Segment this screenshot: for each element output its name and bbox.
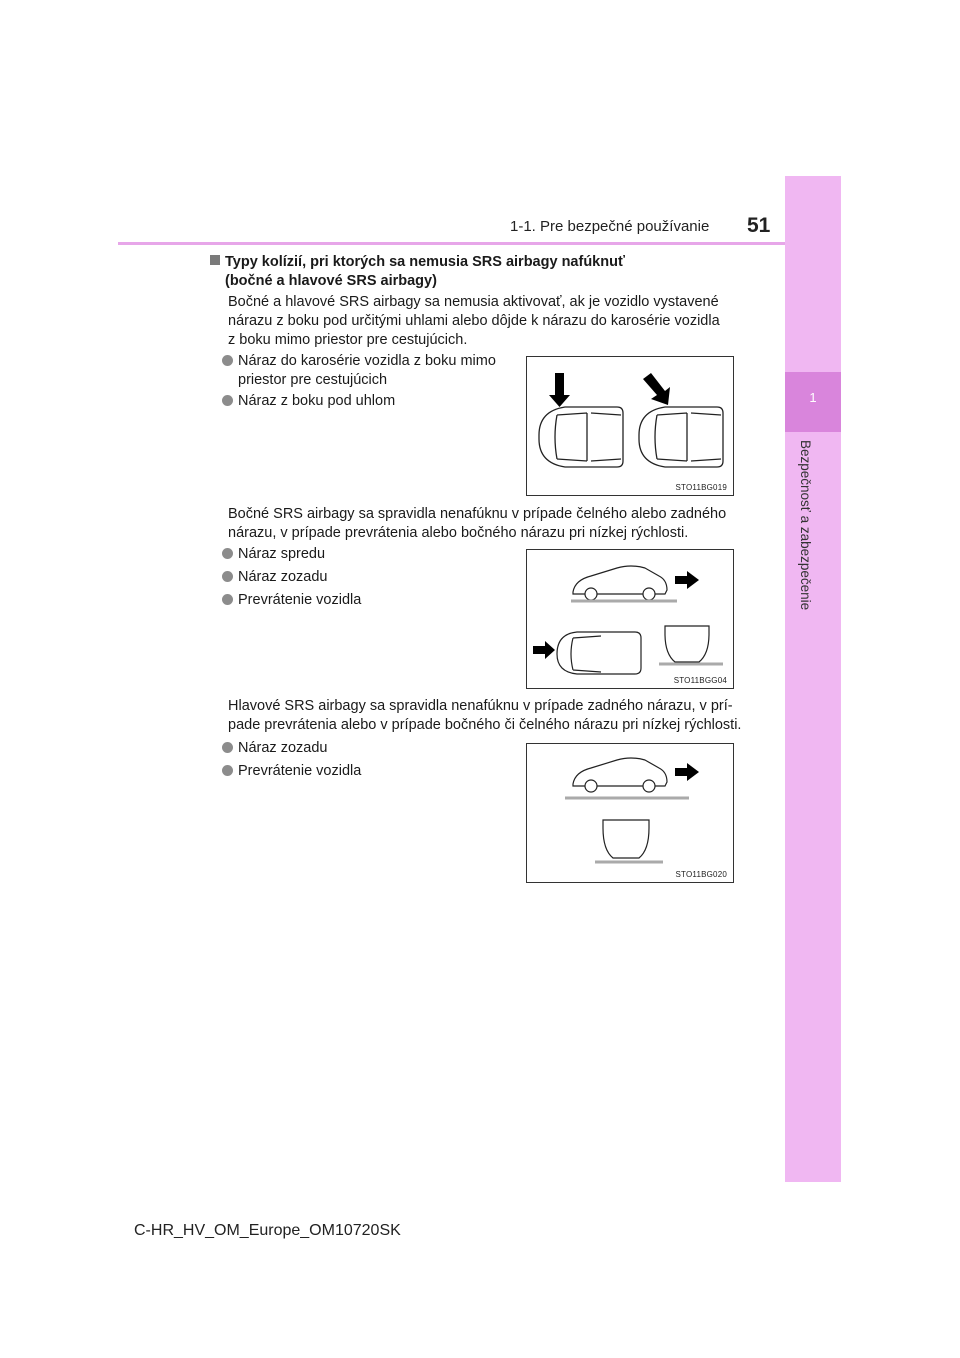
figure-side-impact: [526, 356, 734, 496]
list-item: Náraz zozadu: [222, 739, 327, 758]
paragraph-head-airbags: [228, 697, 748, 735]
bullet-icon: [222, 548, 233, 559]
paragraph-side-head-airbags: [228, 293, 748, 350]
document-id: C-HR_HV_OM_Europe_OM10720SK: [134, 1222, 401, 1239]
page-number: 51: [747, 214, 771, 237]
section-title: 1-1. Pre bezpečné používanie: [510, 218, 710, 235]
figure-code: STO11BGG04: [673, 676, 727, 685]
figure-code: STO11BG020: [675, 870, 727, 879]
bullet-icon: [222, 765, 233, 776]
list-item: Náraz do karosérie vozidla z boku mimo priestor pre cestujúcich: [222, 352, 496, 390]
square-bullet-icon: [210, 255, 220, 265]
para1-line-2: nárazu z boku pod určitými uhlami alebo dôjde k nárazu do karosérie vozidla: [228, 313, 720, 329]
front-rear-rollover-illustration: [527, 550, 733, 688]
figure-front-rear-rollover: [526, 549, 734, 689]
bullet-icon: [222, 355, 233, 366]
chapter-title: Bezpečnosť a zabezpečenie: [798, 440, 813, 611]
bullet-icon: [222, 395, 233, 406]
figure-rear-rollover: [526, 743, 734, 883]
para1-line-3: z boku mimo priestor pre cestujúcich.: [228, 332, 468, 348]
list-item: Prevrátenie vozidla: [222, 591, 361, 610]
header-divider: [118, 242, 786, 245]
bullet-icon: [222, 571, 233, 582]
chapter-tab: [785, 176, 841, 1182]
list-item: Náraz zozadu: [222, 568, 327, 587]
heading-line-1: Typy kolízií, pri ktorých sa nemusia SRS airbagy nafúknuť: [225, 254, 625, 270]
list-item: Prevrátenie vozidla: [222, 762, 361, 781]
para3-line-2: pade prevrátenia alebo v prípade bočného či čelného nárazu pri nízkej rýchlosti.: [228, 717, 742, 733]
figure-code: STO11BG019: [675, 483, 727, 492]
paragraph-side-airbags: [228, 505, 748, 543]
rear-rollover-illustration: [527, 744, 733, 882]
heading-line-2: (bočné a hlavové SRS airbagy): [225, 273, 437, 289]
list-item: Náraz spredu: [222, 545, 325, 564]
para1-line-1: Bočné a hlavové SRS airbagy sa nemusia aktivovať, ak je vozidlo vystavené: [228, 294, 719, 310]
para3-line-1: Hlavové SRS airbagy sa spravidla nenafúknu v prípade zadného nárazu, v prí-: [228, 698, 733, 714]
para2-line-2: nárazu, v prípade prevrátenia alebo bočného nárazu pri nízkej rýchlosti.: [228, 525, 689, 541]
chapter-number: 1: [809, 390, 817, 405]
side-impact-illustration: [527, 357, 733, 495]
bullet-icon: [222, 742, 233, 753]
list-item: Náraz z boku pod uhlom: [222, 392, 395, 411]
section-heading: [210, 253, 750, 291]
para2-line-1: Bočné SRS airbagy sa spravidla nenafúknu v prípade čelného alebo zadného: [228, 506, 727, 522]
bullet-icon: [222, 594, 233, 605]
